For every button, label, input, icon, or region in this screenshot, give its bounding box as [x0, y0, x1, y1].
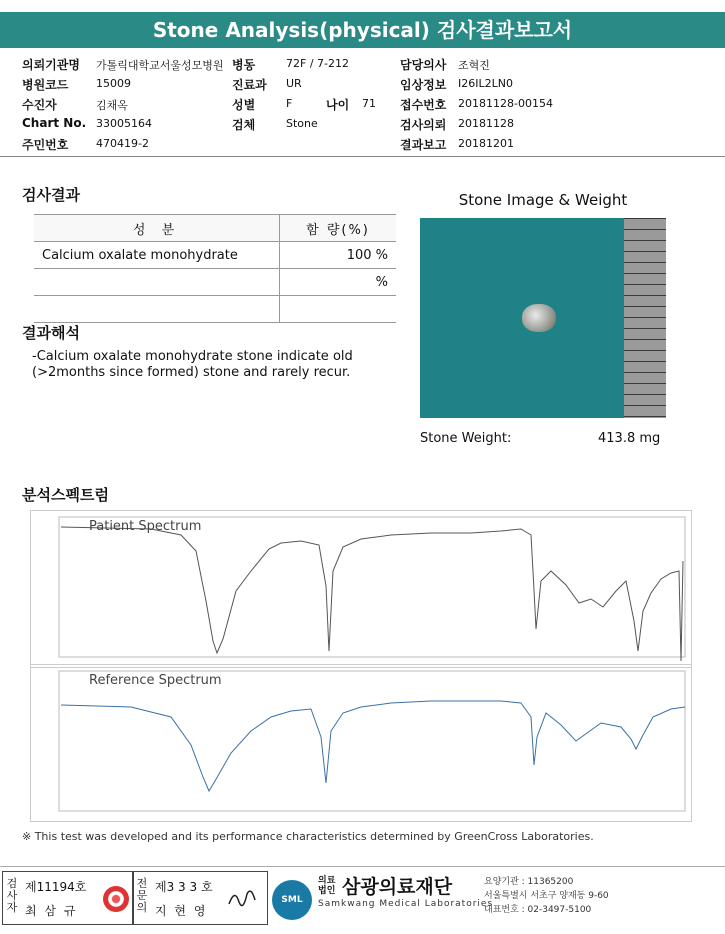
specialist-name: 지 현 영: [155, 904, 208, 918]
label-institution: 의뢰기관명: [22, 58, 80, 72]
cell-content: [280, 296, 397, 323]
value-chart-no: 33005164: [96, 117, 152, 130]
cell-component: [34, 296, 280, 323]
cell-component: [34, 269, 280, 296]
reference-spectrum-label: Reference Spectrum: [89, 673, 222, 688]
stone-photo: [420, 218, 666, 418]
org-english-name: Samkwang Medical Laboratories: [318, 899, 494, 909]
inspector-signature-box: [2, 871, 134, 925]
label-doctor: 담당의사: [400, 58, 447, 72]
stone-icon: [522, 304, 556, 332]
label-patient: 수진자: [22, 98, 57, 112]
value-institution: 가톨릭대학교서울성모병원: [96, 59, 224, 72]
results-table: [34, 214, 396, 323]
value-request-date: 20181128: [458, 117, 514, 130]
label-age: 나이: [326, 98, 350, 112]
label-resident-no: 주민번호: [22, 138, 69, 152]
value-hospital-code: 15009: [96, 77, 131, 90]
org-phone: 대표번호 : 02-3497-5100: [484, 905, 592, 915]
value-patient: 김채옥: [96, 99, 128, 112]
value-specimen: Stone: [286, 117, 318, 130]
patient-spectrum-label: Patient Spectrum: [89, 519, 202, 534]
label-chart-no: Chart No.: [22, 116, 87, 130]
weight-label: Stone Weight:: [420, 431, 512, 446]
value-resident-no: 470419-2: [96, 137, 149, 150]
inspector-name: 최 삼 규: [25, 904, 78, 918]
org-code: 요양기관 : 11365200: [484, 877, 574, 887]
value-clinical-info: I26IL2LN0: [458, 77, 513, 90]
reference-spectrum-plot: [31, 665, 691, 821]
org-address: 서울특별시 서초구 양재동 9-60: [484, 891, 609, 901]
cell-component: Calcium oxalate monohydrate: [34, 242, 280, 269]
cell-content: %: [280, 269, 397, 296]
patient-info-header: [0, 52, 725, 157]
table-row: [34, 269, 396, 296]
value-doctor: 조혁진: [458, 59, 490, 72]
results-heading: 검사결과: [22, 186, 80, 204]
org-name: 삼광의료재단: [342, 876, 453, 898]
sml-logo-icon: SML: [272, 880, 312, 920]
disclaimer-note: ※ This test was developed and its performance characteristics determined by GreenCross Laboratories.: [22, 830, 594, 843]
label-sex: 성별: [232, 98, 256, 112]
patient-spectrum-chart: [30, 510, 692, 668]
image-heading: Stone Image & Weight: [458, 191, 628, 209]
value-department: UR: [286, 77, 302, 90]
value-accession: 20181128-00154: [458, 97, 553, 110]
table-row: [34, 242, 396, 269]
col-content: 함 량(%): [280, 215, 397, 242]
specialist-role: 전문의: [136, 877, 148, 914]
value-ward: 72F / 7-212: [286, 57, 349, 70]
weight-value: 413.8 mg: [598, 431, 661, 446]
signature-icon: [225, 884, 261, 914]
col-component: 성 분: [34, 215, 280, 242]
label-accession: 접수번호: [400, 98, 447, 112]
label-ward: 병동: [232, 58, 256, 72]
inspector-license: 제11194호: [25, 880, 87, 894]
value-report-date: 20181201: [458, 137, 514, 150]
specialist-signature-box: [132, 871, 268, 925]
value-sex: F: [286, 97, 293, 110]
patient-spectrum-plot: [31, 511, 691, 667]
reference-spectrum-chart: [30, 664, 692, 822]
label-department: 진료과: [232, 78, 267, 92]
ruler-scale: [624, 218, 666, 418]
label-report-date: 결과보고: [400, 138, 447, 152]
value-age: 71: [362, 97, 376, 110]
spectrum-heading: 분석스펙트럼: [22, 486, 109, 504]
label-hospital-code: 병원코드: [22, 78, 69, 92]
inspector-role: 검사자: [6, 877, 18, 914]
seal-icon: [103, 886, 129, 912]
report-title: Stone Analysis(physical) 검사결과보고서: [0, 12, 725, 48]
table-row: [34, 296, 396, 323]
label-specimen: 검체: [232, 118, 256, 132]
cell-content: 100 %: [280, 242, 397, 269]
org-prefix: 의료법인: [318, 876, 336, 896]
interpretation-text: -Calcium oxalate monohydrate stone indicate old (>2months since formed) stone and rarely recur.: [32, 349, 353, 380]
specialist-license: 제3 3 3 호: [155, 880, 213, 894]
interpretation-heading: 결과해석: [22, 324, 80, 342]
label-clinical-info: 임상정보: [400, 78, 447, 92]
label-request-date: 검사의뢰: [400, 118, 447, 132]
